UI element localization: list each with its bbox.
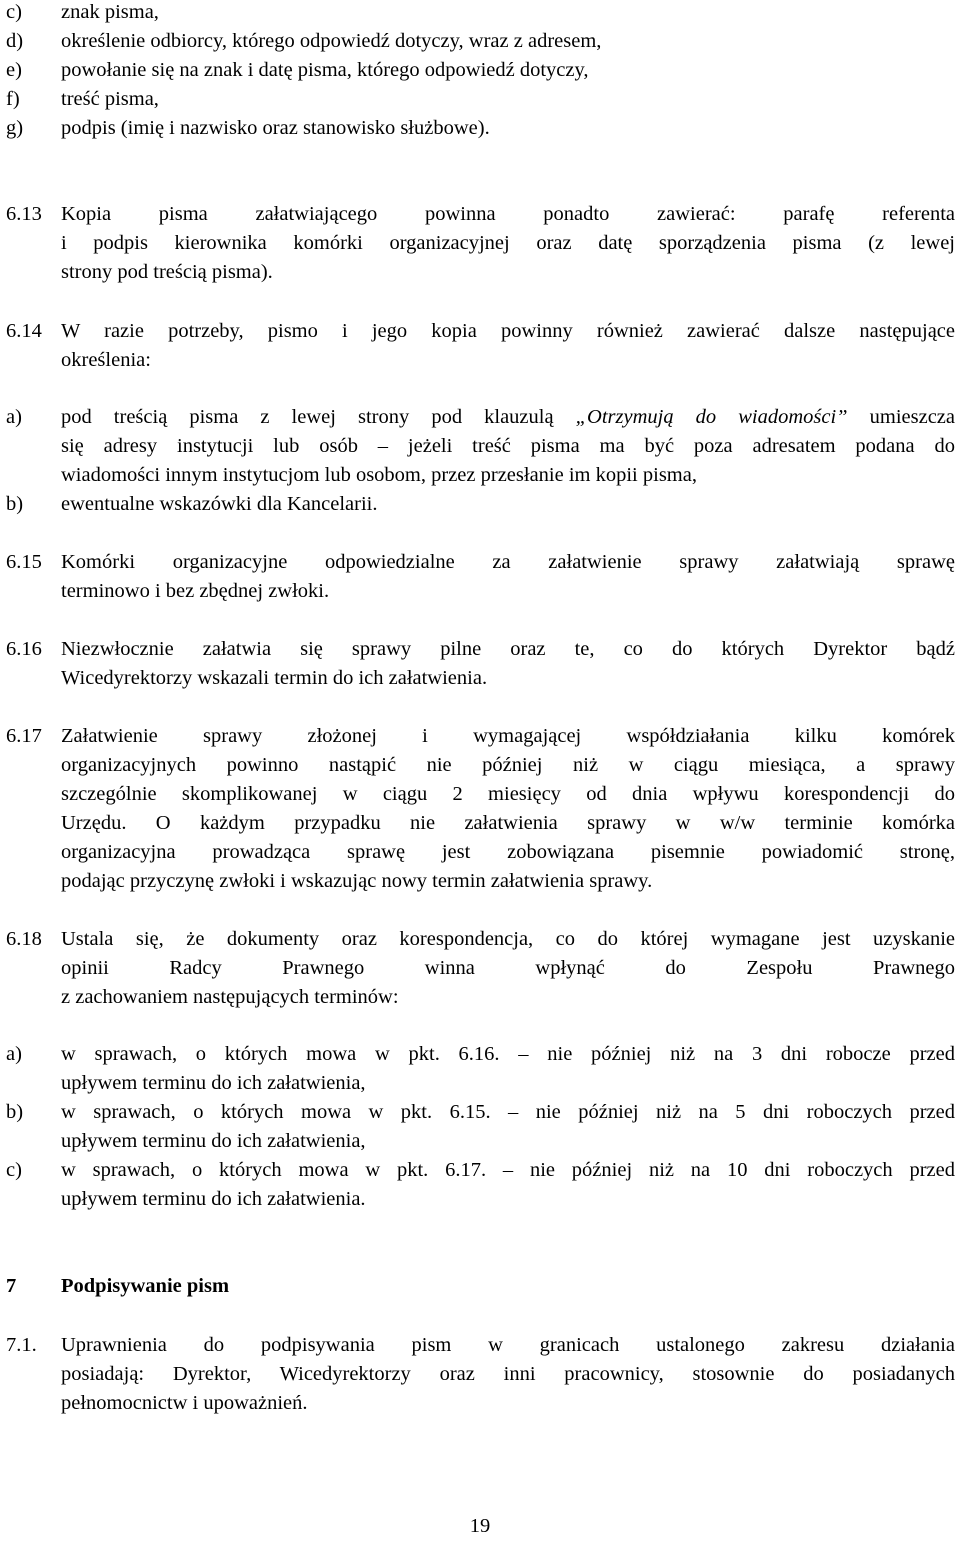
list-item-label: f) [6,88,20,110]
paragraph-line: W razie potrzeby, pismo i jego kopia powinny również zawierać dalsze następujące [61,320,955,342]
paragraph-6-18-line [0,953,960,983]
list-item-label: g) [6,117,24,139]
paragraph-6-14 [0,316,960,346]
paragraph-line: Wicedyrektorzy wskazali termin do ich załatwienia. [61,667,488,689]
paragraph-number: 6.16 [6,638,42,660]
list-item [0,1155,960,1185]
list-item-text: znak pisma, [61,1,159,23]
paragraph-number: 6.18 [6,928,42,950]
paragraph-6-17-line [0,837,960,867]
paragraph-line: Urzędu. O każdym przypadku nie załatwienia sprawy w w/w terminie komórka [61,812,955,834]
list-item-label: a) [6,406,22,428]
list-item-line [0,1068,960,1098]
paragraph-number: 7.1. [6,1334,37,1356]
list-item [0,1097,960,1127]
paragraph-6-17-line [0,750,960,780]
list-item-line [0,1184,960,1214]
paragraph-line: organizacyjnych powinno nastąpić nie później niż w ciągu miesiąca, a sprawy [61,754,955,776]
list-item-label: a) [6,1043,22,1065]
list-item-text: powołanie się na znak i datę pisma, którego odpowiedź dotyczy, [61,59,589,81]
paragraph-6-18 [0,924,960,954]
paragraph-7-1-line [0,1388,960,1418]
list-item-text [61,402,955,432]
list-item-line [0,431,960,461]
paragraph-6-17-line [0,866,960,896]
paragraph-line: Uprawnienia do podpisywania pism w granicach ustalonego zakresu działania [61,1334,955,1356]
paragraph-6-17-line [0,779,960,809]
paragraph-6-16-line [0,663,960,693]
list-item [0,84,960,114]
paragraph-line: posiadają: Dyrektor, Wicedyrektorzy oraz inni pracownicy, stosownie do posiadanych [61,1363,955,1385]
paragraph-number: 6.15 [6,551,42,573]
paragraph-line: Ustala się, że dokumenty oraz korespondencja, co do której wymagane jest uzyskanie [61,928,955,950]
paragraph-6-15-line [0,576,960,606]
list-item-text: upływem terminu do ich załatwienia, [61,1072,366,1094]
paragraph-line: organizacyjna prowadząca sprawę jest zobowiązana pisemnie powiadomić stronę, [61,841,955,863]
paragraph-line: Załatwienie sprawy złożonej i wymagającej współdziałania kilku komórek [61,725,955,747]
paragraph-line: Komórki organizacyjne odpowiedzialne za załatwienie sprawy załatwiają sprawę [61,551,955,573]
list-item-text: wiadomości innym instytucjom lub osobom, przez przesłanie im kopii pisma, [61,464,697,486]
list-item-text: w sprawach, o których mowa w pkt. 6.17. – nie później niż na 10 dni roboczych przed [61,1159,955,1181]
section-title: Podpisywanie pism [61,1275,230,1297]
paragraph-line: z zachowaniem następujących terminów: [61,986,399,1008]
section-heading [0,1271,960,1301]
list-item [0,1039,960,1069]
section-number: 7 [6,1275,17,1297]
paragraph-6-13 [0,199,960,229]
page-number: 19 [469,1515,491,1537]
list-item-label: b) [6,493,24,515]
list-item-line [0,1126,960,1156]
list-item-text: w sprawach, o których mowa w pkt. 6.15. – nie później niż na 5 dni roboczych przed [61,1101,955,1123]
paragraph-7-1 [0,1330,960,1360]
paragraph-line: określenia: [61,349,151,371]
paragraph-line: i podpis kierownika komórki organizacyjnej oraz datę sporządzenia pisma (z lewej [61,232,955,254]
list-item-text: ewentualne wskazówki dla Kancelarii. [61,493,378,515]
paragraph-line: pełnomocnictw i upoważnień. [61,1392,308,1414]
paragraph-number: 6.17 [6,725,42,747]
paragraph-6-15 [0,547,960,577]
paragraph-number: 6.13 [6,203,42,225]
paragraph-6-18-line [0,982,960,1012]
paragraph-line: podając przyczynę zwłoki i wskazując nowy termin załatwienia sprawy. [61,870,653,892]
list-item-text: treść pisma, [61,88,159,110]
list-item [0,26,960,56]
paragraph-line: terminowo i bez zbędnej zwłoki. [61,580,330,602]
paragraph-6-16 [0,634,960,664]
paragraph-line: Kopia pisma załatwiającego powinna ponadto zawierać: parafę referenta [61,203,955,225]
paragraph-6-17 [0,721,960,751]
list-item-text: podpis (imię i nazwisko oraz stanowisko służbowe). [61,117,490,139]
list-item [0,489,960,519]
paragraph-line: szczególnie skomplikowanej w ciągu 2 miesięcy od dnia wpływu korespondencji do [61,783,955,805]
list-item [0,402,960,432]
paragraph-6-13-line [0,228,960,258]
list-item-line [0,460,960,490]
list-item-label: e) [6,59,22,81]
list-item-text: upływem terminu do ich załatwienia, [61,1130,366,1152]
paragraph-6-13-line [0,257,960,287]
clause-italic: „Otrzymują do wiadomości” [575,406,848,428]
list-item-text: upływem terminu do ich załatwienia. [61,1188,366,1210]
list-item-text: w sprawach, o których mowa w pkt. 6.16. – nie później niż na 3 dni robocze przed [61,1043,955,1065]
paragraph-6-17-line [0,808,960,838]
list-item [0,0,960,27]
list-item-label: c) [6,1,22,23]
list-item-label: b) [6,1101,24,1123]
list-item-label: d) [6,30,24,52]
paragraph-7-1-line [0,1359,960,1389]
text-run: umieszcza [847,406,956,428]
list-item [0,113,960,143]
list-item-text: się adresy instytucji lub osób – jeżeli treść pisma ma być poza adresatem podana do [61,435,955,457]
paragraph-line: opinii Radcy Prawnego winna wpłynąć do Zespołu Prawnego [61,957,955,979]
paragraph-6-14-line [0,345,960,375]
paragraph-line: Niezwłocznie załatwia się sprawy pilne oraz te, co do których Dyrektor bądź [61,638,955,660]
paragraph-number: 6.14 [6,320,42,342]
text-run: pod treścią pisma z lewej strony pod klauzulą [61,406,576,428]
paragraph-line: strony pod treścią pisma). [61,261,273,283]
list-item-text: określenie odbiorcy, którego odpowiedź dotyczy, wraz z adresem, [61,30,602,52]
list-item-label: c) [6,1159,22,1181]
list-item [0,55,960,85]
